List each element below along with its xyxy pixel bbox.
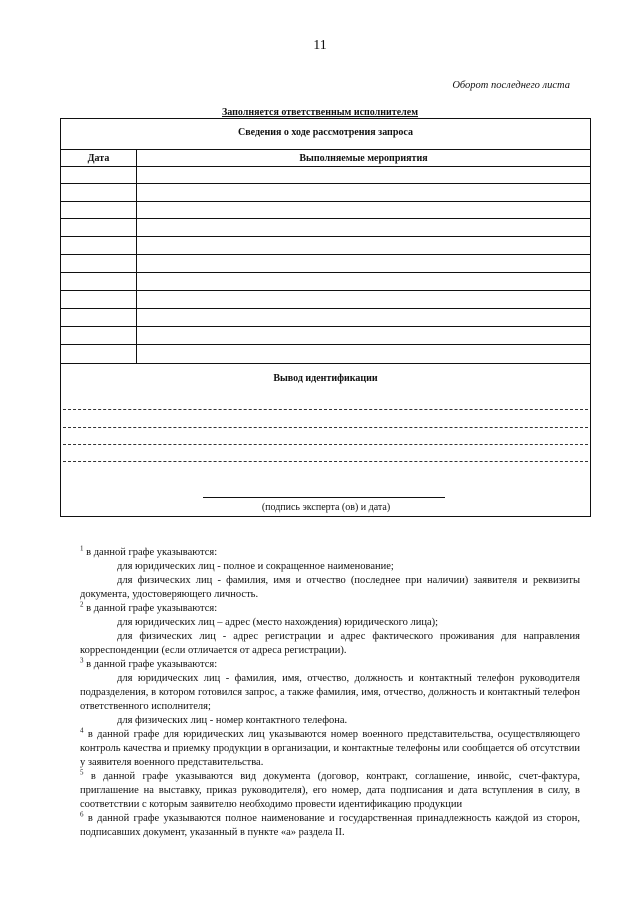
review-form [60, 118, 591, 517]
footnote-2-heading [80, 602, 580, 616]
footnote-2-legal: для юридических лиц – адрес (место нахождения) юридического лица); [117, 617, 439, 628]
footnote-mark: 3 [80, 656, 84, 665]
footnote-mark: 4 [80, 726, 84, 735]
table-rule [61, 290, 590, 291]
form-title: Сведения о ходе рассмотрения запроса [238, 127, 413, 138]
table-rule [61, 236, 590, 237]
reverse-side-note: Оборот последнего листа [452, 80, 570, 91]
table-rule [61, 149, 590, 150]
footnote-2-physical: для физических лиц - адрес регистрации и адрес фактического проживания для направления корреспонденции (если отличается от адреса регистрации). [80, 631, 580, 656]
footnote-text: в данной графе указываются: [86, 659, 218, 670]
footnote-3-heading [80, 658, 580, 672]
table-rule [61, 344, 590, 345]
table-rule [61, 166, 590, 167]
footnote-text: в данной графе для юридических лиц указываются номер военного представительства, осуществляющего контроль качества и приемку продукции в организации, и контактные телефоны или сообщается об отсутствии у заявителя военного представительства. [80, 729, 581, 768]
footnote-mark: 6 [80, 810, 84, 819]
signature-label: (подпись эксперта (ов) и дата) [261, 502, 391, 513]
date-column-header: Дата [87, 153, 110, 164]
footnote-text: в данной графе указываются: [86, 547, 218, 558]
footnote-1-physical: для физических лиц - фамилия, имя и отчество (последнее при наличии) заявителя и реквизиты документа, удостоверяющего личность. [80, 575, 580, 600]
conclusion-line [63, 427, 588, 428]
footnote-6 [80, 812, 580, 840]
footnote-text: в данной графе указываются вид документа (договор, контракт, соглашение, инвойс, счет-фактура, приглашение на выставку, приказ руководителя), его номер, дата подписания и дата вступления в силу, в соответствии с которым заявителю необходимо провести идентификацию продукции [80, 771, 581, 810]
footnotes [80, 546, 580, 840]
conclusion-line [63, 461, 588, 462]
table-rule [61, 308, 590, 309]
conclusion-line [63, 409, 588, 410]
footnote-3-legal: для юридических лиц - фамилия, имя, отчество, должность и контактный телефон руководителя подразделения, в котором готовился запрос, а также фамилия, имя, отчество, должность и контактный телефон ответственного исполнителя; [80, 673, 580, 712]
footnote-text: в данной графе указываются полное наименование и государственная принадлежность каждой из сторон, подписавших документ, указанный в пункте «а» раздела II. [80, 813, 581, 838]
table-rule [61, 326, 590, 327]
filled-by-caption: Заполняется ответственным исполнителем [221, 107, 419, 118]
page-number: 11 [313, 38, 327, 53]
signature-line [203, 497, 445, 498]
footnote-4 [80, 728, 580, 770]
actions-column-header: Выполняемые мероприятия [299, 153, 428, 164]
footnote-text: в данной графе указываются: [86, 603, 218, 614]
table-column-divider [136, 149, 137, 363]
footnote-1-legal: для юридических лиц - полное и сокращенное наименование; [117, 561, 394, 572]
footnote-5 [80, 770, 580, 812]
table-rule [61, 218, 590, 219]
footnote-1-heading [80, 546, 580, 560]
footnote-mark: 1 [80, 544, 84, 553]
footnote-3-physical: для физических лиц - номер контактного телефона. [117, 715, 348, 726]
table-rule [61, 254, 590, 255]
table-rule [61, 183, 590, 184]
conclusion-title: Вывод идентификации [273, 373, 378, 384]
table-rule [61, 272, 590, 273]
footnote-mark: 2 [80, 600, 84, 609]
conclusion-line [63, 444, 588, 445]
footnote-mark: 5 [80, 768, 84, 777]
table-rule [61, 363, 590, 364]
table-rule [61, 201, 590, 202]
